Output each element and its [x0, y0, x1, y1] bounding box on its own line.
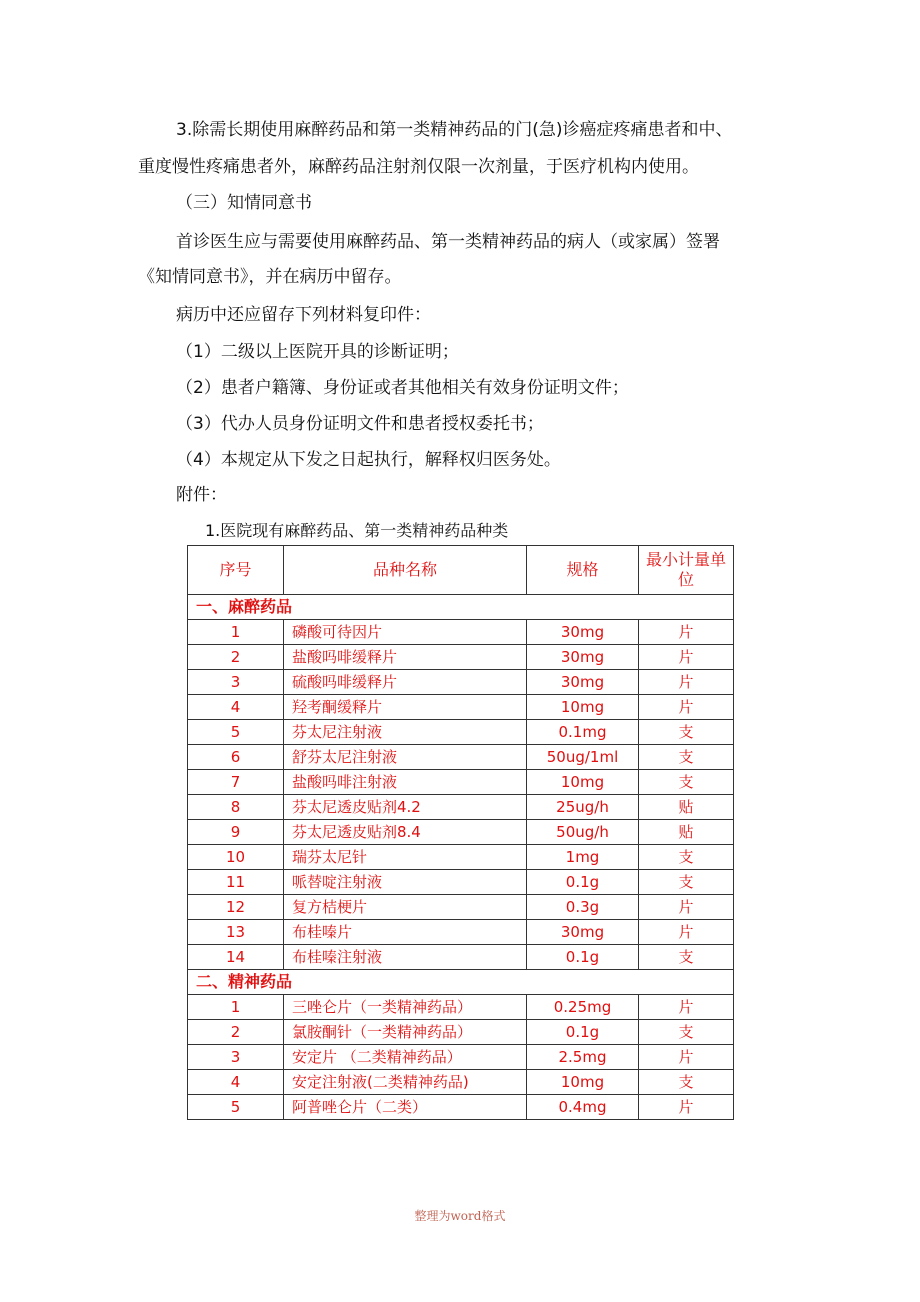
- row-unit: 支: [639, 745, 734, 770]
- row-unit: 支: [639, 870, 734, 895]
- row-serial-number: 4: [188, 695, 284, 720]
- table-row: [188, 920, 734, 945]
- row-serial-number: 9: [188, 820, 284, 845]
- table-row: [188, 895, 734, 920]
- row-drug-name: 舒芬太尼注射液: [284, 745, 527, 770]
- header-serial-number: 序号: [188, 546, 284, 595]
- table-row: [188, 645, 734, 670]
- row-specification: 0.25mg: [527, 995, 639, 1020]
- table-row: [188, 945, 734, 970]
- paragraph-rule-3-line-2: 重度慢性疼痛患者外，麻醉药品注射剂仅限一次剂量，于医疗机构内使用。: [138, 157, 699, 177]
- table-row: [188, 745, 734, 770]
- paragraph-copies-intro: 病历中还应留存下列材料复印件：: [176, 305, 431, 325]
- paragraph-rule-3-line-1: 3.除需长期使用麻醉药品和第一类精神药品的门(急)诊癌症疼痛患者和中、: [176, 120, 733, 140]
- row-specification: 30mg: [527, 670, 639, 695]
- row-unit: 支: [639, 845, 734, 870]
- row-drug-name: 布桂嗪片: [284, 920, 527, 945]
- row-drug-name: 磷酸可待因片: [284, 620, 527, 645]
- row-serial-number: 5: [188, 1095, 284, 1120]
- row-unit: 片: [639, 645, 734, 670]
- list-item-4: （4）本规定从下发之日起执行，解释权归医务处。: [176, 450, 561, 470]
- row-drug-name: 芬太尼注射液: [284, 720, 527, 745]
- row-drug-name: 三唑仑片（一类精神药品）: [284, 995, 527, 1020]
- row-specification: 0.3g: [527, 895, 639, 920]
- table-row: [188, 1020, 734, 1045]
- paragraph-consent-line-2: 《知情同意书》，并在病历中留存。: [138, 267, 402, 287]
- row-serial-number: 12: [188, 895, 284, 920]
- row-unit: 片: [639, 1045, 734, 1070]
- row-serial-number: 10: [188, 845, 284, 870]
- row-drug-name: 阿普唑仑片（二类）: [284, 1095, 527, 1120]
- row-unit: 片: [639, 920, 734, 945]
- paragraph-consent-line-1: 首诊医生应与需要使用麻醉药品、第一类精神药品的病人（或家属）签署: [176, 232, 720, 252]
- row-drug-name: 安定片 （二类精神药品）: [284, 1045, 527, 1070]
- row-serial-number: 5: [188, 720, 284, 745]
- row-specification: 10mg: [527, 770, 639, 795]
- row-unit: 片: [639, 1095, 734, 1120]
- footer-note: 整理为word格式: [414, 1209, 506, 1223]
- row-drug-name: 芬太尼透皮贴剂4.2: [284, 795, 527, 820]
- row-unit: 片: [639, 895, 734, 920]
- table-body: [188, 595, 734, 1120]
- row-specification: 30mg: [527, 620, 639, 645]
- row-serial-number: 3: [188, 670, 284, 695]
- row-unit: 贴: [639, 820, 734, 845]
- header-drug-name: 品种名称: [284, 546, 527, 595]
- row-serial-number: 11: [188, 870, 284, 895]
- attachment-label: 附件：: [176, 485, 227, 505]
- row-unit: 支: [639, 720, 734, 745]
- row-drug-name: 瑞芬太尼针: [284, 845, 527, 870]
- table-row: [188, 695, 734, 720]
- row-specification: 50ug/h: [527, 820, 639, 845]
- section-heading-informed-consent: （三）知情同意书: [176, 193, 312, 213]
- row-specification: 10mg: [527, 695, 639, 720]
- row-specification: 50ug/1ml: [527, 745, 639, 770]
- row-unit: 支: [639, 1070, 734, 1095]
- row-serial-number: 3: [188, 1045, 284, 1070]
- row-drug-name: 硫酸吗啡缓释片: [284, 670, 527, 695]
- row-serial-number: 8: [188, 795, 284, 820]
- row-specification: 10mg: [527, 1070, 639, 1095]
- row-serial-number: 2: [188, 645, 284, 670]
- table-row: [188, 1045, 734, 1070]
- table-row: [188, 1095, 734, 1120]
- section-title: 二、精神药品: [188, 970, 734, 995]
- row-drug-name: 复方桔梗片: [284, 895, 527, 920]
- row-drug-name: 哌替啶注射液: [284, 870, 527, 895]
- row-unit: 支: [639, 945, 734, 970]
- table-row: [188, 620, 734, 645]
- row-unit: 支: [639, 1020, 734, 1045]
- table-title: 1.医院现有麻醉药品、第一类精神药品种类: [205, 521, 509, 540]
- row-specification: 30mg: [527, 645, 639, 670]
- table-row: [188, 870, 734, 895]
- row-unit: 片: [639, 620, 734, 645]
- row-serial-number: 14: [188, 945, 284, 970]
- row-serial-number: 1: [188, 995, 284, 1020]
- list-item-1: （1）二级以上医院开具的诊断证明；: [176, 342, 459, 362]
- row-specification: 2.5mg: [527, 1045, 639, 1070]
- table-row: [188, 795, 734, 820]
- list-item-2: （2）患者户籍簿、身份证或者其他相关有效身份证明文件；: [176, 378, 629, 398]
- row-specification: 1mg: [527, 845, 639, 870]
- table-row: [188, 845, 734, 870]
- row-specification: 0.1g: [527, 1020, 639, 1045]
- row-serial-number: 6: [188, 745, 284, 770]
- table-row: [188, 670, 734, 695]
- row-specification: 0.4mg: [527, 1095, 639, 1120]
- row-drug-name: 盐酸吗啡缓释片: [284, 645, 527, 670]
- row-unit: 片: [639, 695, 734, 720]
- row-serial-number: 2: [188, 1020, 284, 1045]
- row-drug-name: 安定注射液(二类精神药品): [284, 1070, 527, 1095]
- table-header-row: [188, 546, 734, 595]
- section-header-row: [188, 595, 734, 620]
- row-drug-name: 氯胺酮针（一类精神药品）: [284, 1020, 527, 1045]
- row-specification: 0.1g: [527, 870, 639, 895]
- header-min-unit: 最小计量单位: [639, 546, 734, 595]
- row-specification: 25ug/h: [527, 795, 639, 820]
- row-drug-name: 羟考酮缓释片: [284, 695, 527, 720]
- row-unit: 片: [639, 670, 734, 695]
- row-serial-number: 4: [188, 1070, 284, 1095]
- table-row: [188, 820, 734, 845]
- header-specification: 规格: [527, 546, 639, 595]
- row-unit: 贴: [639, 795, 734, 820]
- list-item-3: （3）代办人员身份证明文件和患者授权委托书；: [176, 414, 544, 434]
- row-specification: 0.1g: [527, 945, 639, 970]
- table-row: [188, 1070, 734, 1095]
- row-drug-name: 盐酸吗啡注射液: [284, 770, 527, 795]
- row-serial-number: 13: [188, 920, 284, 945]
- row-unit: 片: [639, 995, 734, 1020]
- table-row: [188, 770, 734, 795]
- row-drug-name: 芬太尼透皮贴剂8.4: [284, 820, 527, 845]
- drug-catalog-table: [187, 545, 734, 1120]
- row-serial-number: 1: [188, 620, 284, 645]
- section-header-row: [188, 970, 734, 995]
- row-serial-number: 7: [188, 770, 284, 795]
- row-specification: 0.1mg: [527, 720, 639, 745]
- table-row: [188, 720, 734, 745]
- section-title: 一、麻醉药品: [188, 595, 734, 620]
- row-unit: 支: [639, 770, 734, 795]
- table-row: [188, 995, 734, 1020]
- row-drug-name: 布桂嗪注射液: [284, 945, 527, 970]
- row-specification: 30mg: [527, 920, 639, 945]
